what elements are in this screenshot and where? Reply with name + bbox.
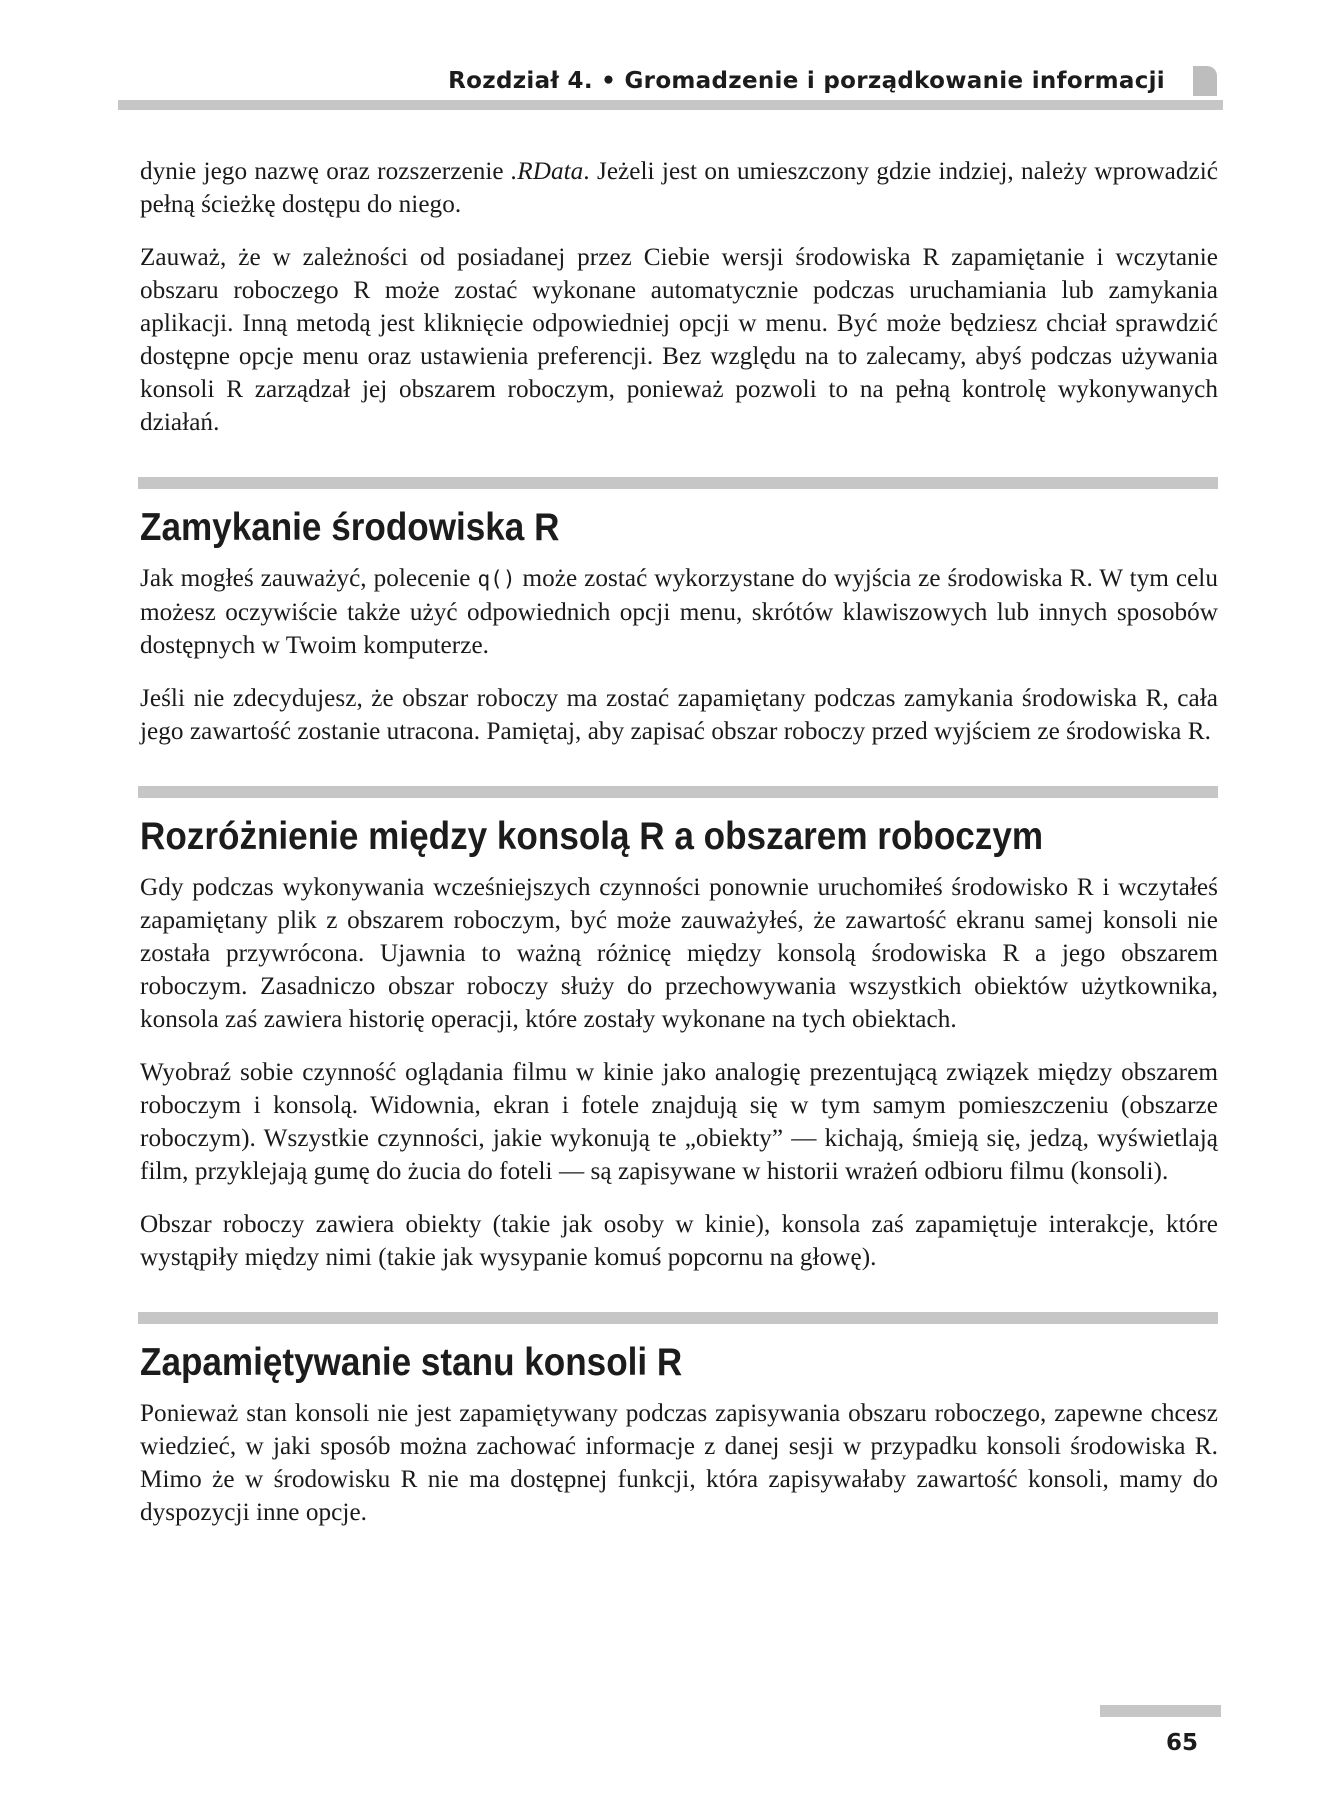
section-closing-r bbox=[140, 477, 1218, 748]
intro-paragraph-2: Zauważ, że w zależności od posiadanej przez Ciebie wersji środowiska R zapamiętanie i wczytanie obszaru roboczego R może zostać wykonane automatycznie podczas uruchamiania lub zamykania aplikacji. Inną metodą jest kliknięcie odpowiedniej opcji w menu. Być może będziesz chciał sprawdzić dostępne opcje menu oraz ustawienia preferencji. Bez względu na to zalecamy, abyś podczas używania konsoli R zarządzał jej obszarem roboczym, ponieważ pozwoli to na pełną kontrolę wykonywanych działań. bbox=[140, 244, 1218, 436]
page-number: 65 bbox=[1165, 1730, 1198, 1756]
header-rule bbox=[118, 100, 1223, 110]
paragraph: Ponieważ stan konsoli nie jest zapamiętywany podczas zapisywania obszaru roboczego, zapewne chcesz wiedzieć, w jaki sposób można zachować informacje z danej sesji w przypadku konsoli środowiska R. Mimo że w środowisku R nie ma dostępnej funkcji, która zapisywałaby zawartość konsoli, mamy do dyspozycji inne opcje. bbox=[140, 1400, 1218, 1526]
section-console-vs-workspace bbox=[140, 786, 1218, 1274]
inline-code: q() bbox=[477, 567, 516, 591]
section-rule bbox=[138, 1312, 1218, 1324]
section-heading: Rozróżnienie między konsolą R a obszarem roboczym bbox=[140, 815, 1044, 858]
paragraph: Jeśli nie zdecydujesz, że obszar roboczy ma zostać zapamiętany podczas zamykania środowiska R, cała jego zawartość zostanie utracona. Pamiętaj, aby zapisać obszar roboczy przed wyjściem ze środowiska R. bbox=[140, 685, 1218, 745]
page-body bbox=[140, 155, 1218, 1549]
text-run: . Jeżeli jest on umieszczony gdzie indziej, należy wprowadzić pełną ścieżkę dostępu do niego. bbox=[140, 158, 1218, 218]
text-run: może zostać wykorzystane do wyjścia ze środowiska R. W tym celu możesz oczywiście także użyć odpowiednich opcji menu, skrótów klawiszowych lub innych sposobów dostępnych w Twoim komputerze. bbox=[140, 565, 1218, 659]
paragraph: Obszar roboczy zawiera obiekty (takie jak osoby w kinie), konsola zaś zapamiętuje interakcje, które wystąpiły między nimi (takie jak wysypanie komuś popcornu na głowę). bbox=[140, 1211, 1218, 1271]
footer-rule bbox=[1100, 1705, 1221, 1717]
section-rule bbox=[138, 786, 1218, 798]
paragraph: Wyobraź sobie czynność oglądania filmu w kinie jako analogię prezentującą związek między obszarem roboczym i konsolą. Widownia, ekran i fotele znajdują się w tym samym pomieszczeniu (obszarze roboczym). Wszystkie czynności, jakie wykonują te „obiekty” — kichają, śmieją się, jedzą, wyświetlają film, przyklejają gumę do żucia do foteli — są zapisywane w historii wrażeń odbioru filmu (konsoli). bbox=[140, 1059, 1218, 1185]
section-heading: Zamykanie środowiska R bbox=[140, 506, 560, 549]
section-saving-console bbox=[140, 1312, 1218, 1529]
paragraph: Gdy podczas wykonywania wcześniejszych czynności ponownie uruchomiłeś środowisko R i wczytałeś zapamiętany plik z obszarem roboczym, być może zauważyłeś, że zawartość ekranu samej konsoli nie została przywrócona. Ujawnia to ważną różnicę między konsolą środowiska R a jego obszarem roboczym. Zasadniczo obszar roboczy służy do przechowywania wszystkich obiektów użytkownika, konsola zaś zawiera historię operacji, które zostały wykonane na tych obiektach. bbox=[140, 874, 1218, 1033]
chapter-title: Rozdział 4. • Gromadzenie i porządkowanie informacji bbox=[448, 68, 1165, 94]
text-run: Jak mogłeś zauważyć, polecenie bbox=[140, 565, 478, 592]
paragraph bbox=[140, 562, 1218, 662]
header-tab-marker bbox=[1193, 66, 1217, 96]
text-run: dynie jego nazwę oraz rozszerzenie bbox=[140, 158, 511, 185]
section-rule bbox=[138, 477, 1218, 489]
running-header bbox=[118, 62, 1223, 112]
file-extension: .RData bbox=[510, 158, 584, 185]
section-heading: Zapamiętywanie stanu konsoli R bbox=[140, 1341, 683, 1384]
intro-paragraph-1 bbox=[140, 155, 1218, 221]
